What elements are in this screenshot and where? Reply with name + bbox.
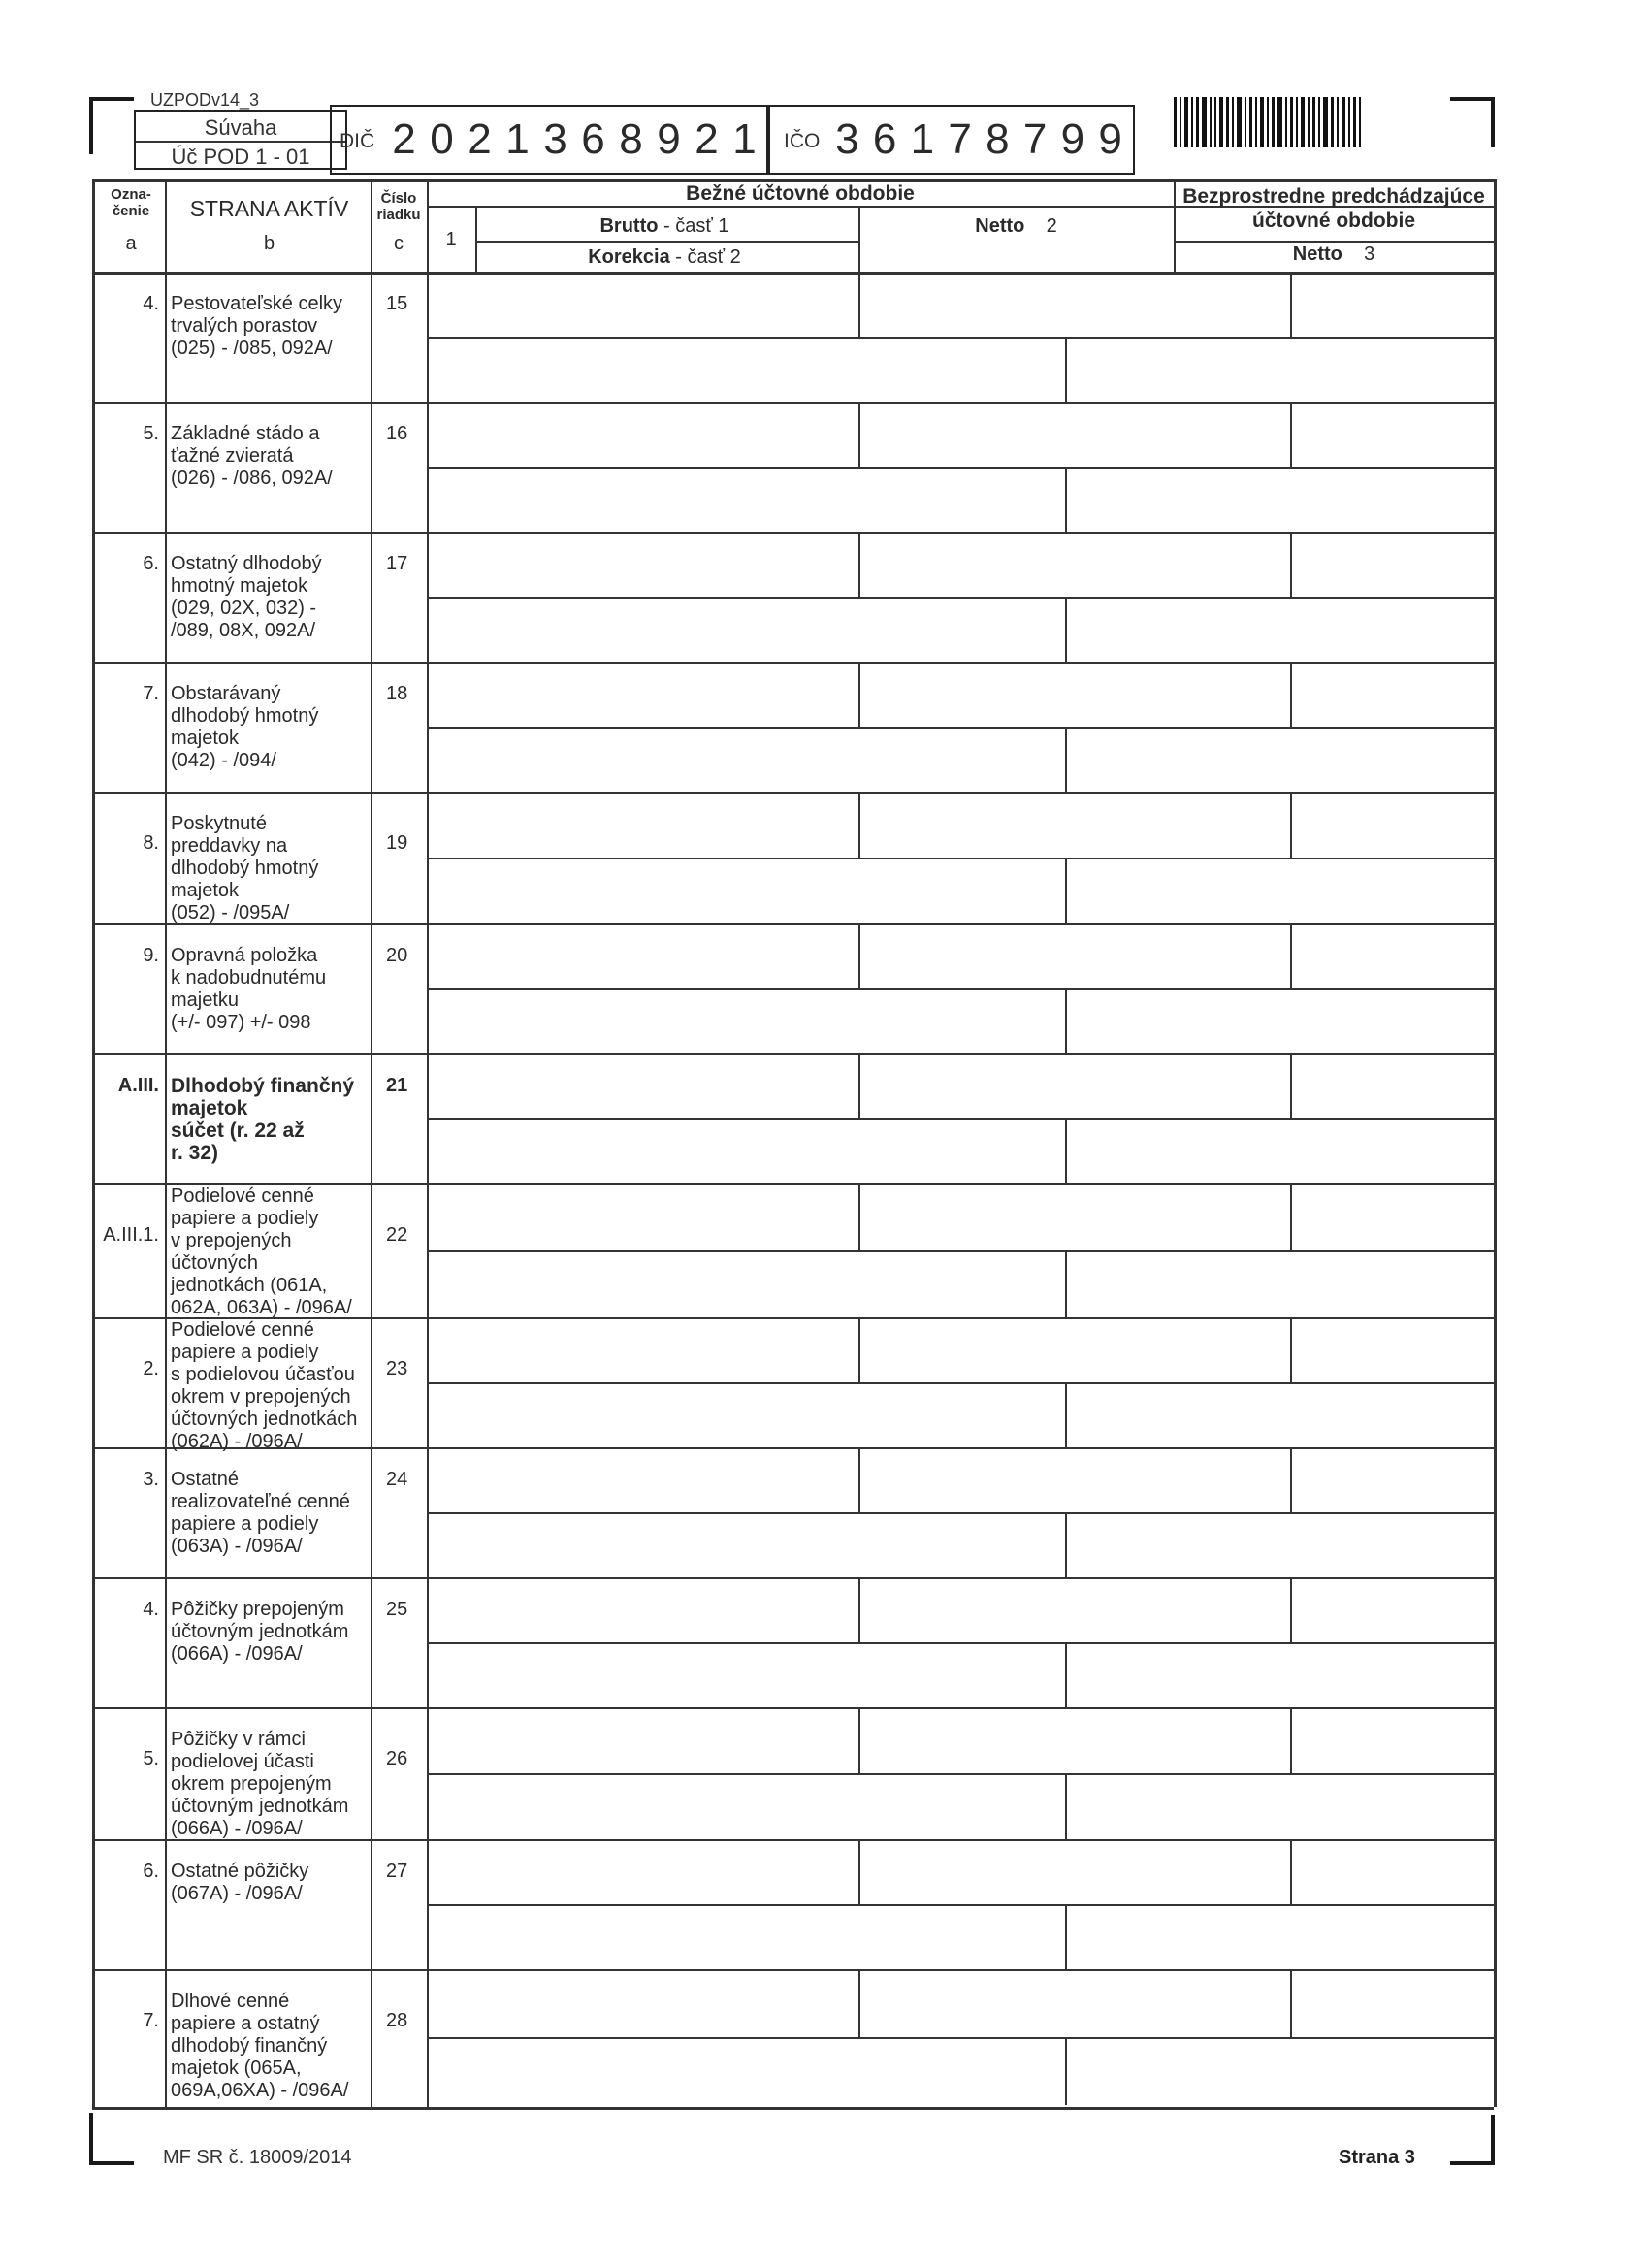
page-number: Strana 3 bbox=[1339, 2147, 1415, 2168]
barcode-bar bbox=[1285, 97, 1287, 147]
cell-divider bbox=[1065, 337, 1067, 402]
barcode-bar bbox=[1214, 97, 1216, 147]
row-label-line: podielovej účasti bbox=[171, 1751, 314, 1772]
cell-divider bbox=[858, 923, 860, 988]
table-bottom-border bbox=[92, 2107, 1494, 2110]
row-line-number: 21 bbox=[386, 1075, 408, 1096]
row-label-line: Ostatný dlhodobý bbox=[171, 553, 322, 574]
row-label-line: papiere a podiely bbox=[171, 1513, 319, 1535]
row-label-line: (063A) - /096A/ bbox=[171, 1536, 303, 1557]
barcode-bar bbox=[1232, 97, 1234, 147]
row-border bbox=[92, 532, 1494, 534]
barcode-bar bbox=[1342, 97, 1345, 147]
barcode-bar bbox=[1290, 97, 1293, 147]
corner-mark-top-right bbox=[1450, 97, 1495, 147]
cell-divider bbox=[1065, 1118, 1067, 1183]
cell-divider bbox=[1290, 532, 1292, 597]
cell-divider bbox=[1290, 1447, 1292, 1512]
brutto-word: Brutto bbox=[599, 215, 659, 237]
row-label-line: Pestovateľské celky bbox=[171, 293, 343, 314]
col-c-header-mid: riadku bbox=[376, 207, 421, 223]
barcode-bar bbox=[1245, 97, 1246, 147]
corner-mark-top-left bbox=[89, 97, 134, 154]
corner-mark-bottom-left bbox=[89, 2113, 134, 2165]
row-line-number: 28 bbox=[386, 2010, 408, 2031]
cell-divider bbox=[427, 1382, 1494, 1384]
cell-divider bbox=[427, 1904, 1494, 1906]
row-label bbox=[171, 553, 322, 642]
cell-divider bbox=[1290, 1969, 1292, 2037]
dic-box bbox=[330, 105, 768, 175]
row-border bbox=[92, 272, 1494, 274]
dic-digit: 3 bbox=[543, 115, 567, 163]
cell-divider bbox=[1290, 272, 1292, 337]
row-label-line: účtovných bbox=[171, 1252, 259, 1274]
cell-divider bbox=[858, 1053, 860, 1118]
row-mark: A.III.1. bbox=[103, 1224, 159, 1246]
column-divider bbox=[165, 179, 167, 2107]
cell-divider bbox=[858, 1707, 860, 1773]
cell-divider bbox=[427, 988, 1494, 990]
corner-mark-bottom-right bbox=[1450, 2115, 1495, 2165]
barcode-bar bbox=[1296, 97, 1298, 147]
barcode-bar bbox=[1255, 97, 1257, 147]
barcode-bar bbox=[1337, 97, 1339, 147]
row-label-line: r. 32) bbox=[171, 1142, 219, 1164]
cell-divider bbox=[1065, 467, 1067, 532]
row-label bbox=[171, 1319, 357, 1453]
row-label-line: majetok bbox=[171, 728, 240, 749]
row-border bbox=[92, 1707, 1494, 1709]
row-label-line: (067A) - /096A/ bbox=[171, 1883, 303, 1904]
row-label-line: Pôžičky prepojeným bbox=[171, 1599, 344, 1620]
row-label bbox=[171, 1075, 354, 1164]
cell-divider bbox=[858, 1183, 860, 1250]
cell-divider bbox=[858, 1317, 860, 1382]
netto-3-label bbox=[1174, 243, 1494, 266]
row-mark: 6. bbox=[143, 1861, 159, 1882]
dic-digit: 2 bbox=[695, 115, 719, 163]
row-line-number: 22 bbox=[386, 1224, 408, 1246]
row-label-line: Ostatné pôžičky bbox=[171, 1861, 309, 1882]
document-type-box bbox=[134, 110, 347, 170]
row-mark: 6. bbox=[143, 553, 159, 574]
row-label-line: v prepojených bbox=[171, 1230, 292, 1251]
table-left-border bbox=[92, 179, 95, 2107]
brutto-label bbox=[475, 215, 854, 238]
barcode-bar bbox=[1219, 97, 1223, 147]
row-label-line: preddavky na bbox=[171, 835, 288, 857]
netto-3-word: Netto bbox=[1292, 243, 1342, 265]
row-label-line: súčet (r. 22 až bbox=[171, 1119, 305, 1142]
cell-divider bbox=[1290, 1839, 1292, 1904]
row-mark: 3. bbox=[143, 1469, 159, 1490]
footer-reference: MF SR č. 18009/2014 bbox=[163, 2147, 352, 2168]
row-label bbox=[171, 423, 333, 490]
row-label-line: majetku bbox=[171, 989, 240, 1011]
barcode-bar bbox=[1184, 97, 1188, 147]
row-line-number: 26 bbox=[386, 1748, 408, 1769]
cell-divider bbox=[1065, 1382, 1067, 1447]
ico-digit: 3 bbox=[835, 115, 859, 163]
barcode-bar bbox=[1331, 97, 1334, 147]
cell-divider bbox=[427, 337, 1494, 339]
row-mark: 5. bbox=[143, 423, 159, 444]
ico-digit: 9 bbox=[1060, 115, 1085, 163]
col-b-title: STRANA AKTÍV bbox=[189, 196, 349, 221]
row-label-line: /089, 08X, 092A/ bbox=[171, 620, 316, 641]
header-divider bbox=[427, 206, 1174, 208]
prev-period-header-1: Bezprostredne predchádzajúce bbox=[1182, 185, 1485, 208]
cell-divider bbox=[858, 272, 860, 337]
ico-label: IČO bbox=[784, 130, 821, 152]
barcode-bar bbox=[1359, 97, 1361, 147]
row-border bbox=[92, 662, 1494, 664]
cell-divider bbox=[427, 1773, 1494, 1775]
row-label-line: papiere a podiely bbox=[171, 1208, 319, 1229]
form-code: UZPODv14_3 bbox=[150, 90, 260, 110]
netto-3-number: 3 bbox=[1364, 243, 1375, 265]
row-line-number: 27 bbox=[386, 1861, 408, 1882]
ico-digits bbox=[828, 107, 1129, 173]
row-label-line: realizovateľné cenné bbox=[171, 1491, 350, 1512]
row-label-line: (066A) - /096A/ bbox=[171, 1818, 303, 1839]
row-label-line: účtovným jednotkám bbox=[171, 1796, 349, 1817]
row-label-line: Obstarávaný bbox=[171, 683, 281, 704]
dic-digit: 1 bbox=[505, 115, 530, 163]
dic-digit: 2 bbox=[392, 115, 416, 163]
row-label-line: (029, 02X, 032) - bbox=[171, 598, 317, 619]
dic-digit: 8 bbox=[619, 115, 643, 163]
ico-digit: 6 bbox=[872, 115, 897, 163]
row-border bbox=[92, 792, 1494, 794]
cell-divider bbox=[1290, 402, 1292, 467]
cell-divider bbox=[1290, 1577, 1292, 1642]
barcode-bar bbox=[1196, 97, 1199, 147]
row-label-line: Podielové cenné bbox=[171, 1319, 314, 1341]
cell-divider bbox=[858, 1969, 860, 2037]
barcode-bar bbox=[1237, 97, 1242, 147]
cell-divider bbox=[1290, 923, 1292, 988]
cell-divider bbox=[427, 1250, 1494, 1252]
cell-divider bbox=[1065, 2037, 1067, 2105]
cell-divider bbox=[858, 1577, 860, 1642]
row-label bbox=[171, 1991, 348, 2102]
row-label bbox=[171, 1729, 348, 1840]
row-label-line: majetok bbox=[171, 880, 240, 901]
barcode-bar bbox=[1353, 97, 1356, 147]
barcode-bar bbox=[1191, 97, 1193, 147]
row-label-line: (026) - /086, 092A/ bbox=[171, 468, 333, 489]
row-label bbox=[171, 813, 318, 924]
col-a-header-mid: čenie bbox=[112, 203, 150, 219]
row-mark: 7. bbox=[143, 683, 159, 704]
barcode-bar bbox=[1249, 97, 1252, 147]
cell-divider bbox=[858, 792, 860, 858]
document-subcode: Úč POD 1 - 01 bbox=[136, 141, 345, 170]
dic-digits bbox=[385, 107, 763, 173]
barcode-bar bbox=[1348, 97, 1350, 147]
cell-divider bbox=[1065, 727, 1067, 792]
row-label-line: Poskytnuté bbox=[171, 813, 267, 834]
cell-divider bbox=[1065, 1773, 1067, 1839]
row-label-line: (062A) - /096A/ bbox=[171, 1431, 303, 1452]
cell-divider bbox=[858, 532, 860, 597]
barcode-bar bbox=[1323, 97, 1328, 147]
cell-divider bbox=[1290, 662, 1292, 727]
dic-label: DIČ bbox=[340, 130, 375, 152]
cell-divider bbox=[858, 1447, 860, 1512]
barcode-bar bbox=[1202, 97, 1207, 147]
cell-divider bbox=[427, 2037, 1494, 2039]
row-mark: 4. bbox=[143, 1599, 159, 1620]
barcode-bar bbox=[1180, 97, 1181, 147]
korekcia-part: - časť 2 bbox=[669, 246, 741, 268]
barcode-bar bbox=[1318, 97, 1320, 147]
cell-divider bbox=[1290, 1317, 1292, 1382]
barcode-bar bbox=[1260, 97, 1264, 147]
row-label-line: majetok (065A, bbox=[171, 2057, 302, 2079]
row-mark: 4. bbox=[143, 293, 159, 314]
korekcia-label bbox=[475, 246, 854, 269]
col-a-letter: a bbox=[125, 233, 137, 254]
row-line-number: 16 bbox=[386, 423, 408, 444]
cell-divider bbox=[427, 1118, 1494, 1120]
cell-divider bbox=[858, 662, 860, 727]
col-b-letter: b bbox=[263, 233, 275, 254]
row-label bbox=[171, 1185, 352, 1319]
brutto-part: - časť 1 bbox=[658, 215, 729, 237]
row-line-number: 19 bbox=[386, 832, 408, 854]
row-label-line: papiere a ostatný bbox=[171, 2013, 320, 2034]
row-label bbox=[171, 1469, 350, 1558]
cell-divider bbox=[858, 1839, 860, 1904]
row-label-line: dlhodobý hmotný bbox=[171, 858, 319, 879]
row-line-number: 18 bbox=[386, 683, 408, 704]
row-label-line: (066A) - /096A/ bbox=[171, 1643, 303, 1665]
col-c-letter: c bbox=[394, 233, 404, 254]
row-label bbox=[171, 1599, 348, 1666]
column-1-number: 1 bbox=[445, 229, 457, 250]
row-mark: A.III. bbox=[117, 1075, 159, 1096]
col-a-header-top: Ozna- bbox=[111, 186, 151, 203]
korekcia-word: Korekcia bbox=[588, 246, 670, 268]
row-label-line: (+/- 097) +/- 098 bbox=[171, 1012, 311, 1033]
barcode-bar bbox=[1301, 97, 1305, 147]
row-label-line: (042) - /094/ bbox=[171, 750, 276, 771]
row-label bbox=[171, 1861, 308, 1905]
row-label-line: Pôžičky v rámci bbox=[171, 1729, 306, 1750]
row-label-line: Ostatné bbox=[171, 1469, 240, 1490]
netto-2-label bbox=[858, 215, 1174, 238]
row-label-line: k nadobudnutému bbox=[171, 967, 327, 988]
row-label-line: (025) - /085, 092A/ bbox=[171, 338, 333, 359]
row-label-line: (052) - /095A/ bbox=[171, 902, 290, 923]
row-label-line: Podielové cenné bbox=[171, 1185, 314, 1207]
ico-box bbox=[768, 105, 1135, 175]
row-mark: 7. bbox=[143, 2010, 159, 2031]
ico-digit: 7 bbox=[948, 115, 972, 163]
row-mark: 5. bbox=[143, 1748, 159, 1769]
prev-period-header-2: účtovné obdobie bbox=[1252, 210, 1415, 232]
cell-divider bbox=[1290, 792, 1292, 858]
row-label-line: okrem prepojeným bbox=[171, 1773, 332, 1795]
row-mark: 9. bbox=[143, 945, 159, 966]
barcode bbox=[1174, 97, 1364, 147]
dic-digit: 2 bbox=[468, 115, 492, 163]
row-line-number: 17 bbox=[386, 553, 408, 574]
cell-divider bbox=[1065, 988, 1067, 1053]
row-label-line: papiere a podiely bbox=[171, 1342, 319, 1363]
row-line-number: 15 bbox=[386, 293, 408, 314]
dic-digit: 6 bbox=[581, 115, 605, 163]
cell-divider bbox=[858, 402, 860, 467]
cell-divider bbox=[427, 727, 1494, 729]
cell-divider bbox=[1065, 858, 1067, 923]
cell-divider bbox=[427, 597, 1494, 599]
cell-divider bbox=[427, 858, 1494, 859]
row-border bbox=[92, 402, 1494, 404]
barcode-bar bbox=[1210, 97, 1212, 147]
row-label-line: Dlhodobý finančný bbox=[171, 1075, 354, 1097]
row-label-line: dlhodobý finančný bbox=[171, 2035, 328, 2057]
row-mark: 2. bbox=[143, 1358, 159, 1379]
barcode-bar bbox=[1312, 97, 1315, 147]
barcode-bar bbox=[1226, 97, 1229, 147]
row-label bbox=[171, 945, 326, 1034]
cell-divider bbox=[1290, 1053, 1292, 1118]
document-name: Súvaha bbox=[204, 115, 277, 140]
row-label-line: 062A, 063A) - /096A/ bbox=[171, 1297, 352, 1318]
row-label-line: Opravná položka bbox=[171, 945, 318, 966]
row-label-line: hmotný majetok bbox=[171, 575, 308, 597]
row-label-line: s podielovou účasťou bbox=[171, 1364, 355, 1385]
column-divider bbox=[427, 179, 429, 2107]
row-label-line: 069A,06XA) - /096A/ bbox=[171, 2080, 349, 2101]
row-label-line: dlhodobý hmotný bbox=[171, 705, 319, 727]
row-label-line: ťažné zvieratá bbox=[171, 445, 294, 467]
barcode-bar bbox=[1174, 97, 1177, 147]
row-label bbox=[171, 293, 342, 360]
dic-digit: 9 bbox=[657, 115, 681, 163]
row-mark: 8. bbox=[143, 832, 159, 854]
row-line-number: 20 bbox=[386, 945, 408, 966]
netto-2-word: Netto bbox=[975, 215, 1025, 237]
header-divider bbox=[1174, 241, 1494, 243]
cell-divider bbox=[1065, 1904, 1067, 1969]
row-label-line: majetok bbox=[171, 1097, 248, 1119]
cell-divider bbox=[1290, 1183, 1292, 1250]
row-label-line: Základné stádo a bbox=[171, 423, 320, 444]
row-label-line: okrem v prepojených bbox=[171, 1386, 351, 1408]
cell-divider bbox=[427, 467, 1494, 469]
cell-divider bbox=[1065, 1512, 1067, 1577]
cell-divider bbox=[1065, 1642, 1067, 1707]
cell-divider bbox=[1065, 597, 1067, 662]
row-label-line: účtovným jednotkám bbox=[171, 1621, 349, 1642]
barcode-bar bbox=[1267, 97, 1269, 147]
barcode-bar bbox=[1308, 97, 1310, 147]
ico-digit: 8 bbox=[986, 115, 1010, 163]
netto-2-number: 2 bbox=[1046, 215, 1057, 237]
row-border bbox=[92, 1053, 1494, 1055]
dic-digit: 0 bbox=[430, 115, 454, 163]
row-line-number: 25 bbox=[386, 1599, 408, 1620]
row-border bbox=[92, 1577, 1494, 1579]
ico-digit: 1 bbox=[910, 115, 935, 163]
row-border bbox=[92, 1969, 1494, 1971]
current-period-header: Bežné účtovné obdobie bbox=[686, 182, 915, 205]
cell-divider bbox=[427, 1512, 1494, 1514]
table-right-border bbox=[1494, 179, 1497, 2107]
barcode-bar bbox=[1277, 97, 1282, 147]
dic-digit: 1 bbox=[732, 115, 757, 163]
row-line-number: 24 bbox=[386, 1469, 408, 1490]
ico-digit: 7 bbox=[1022, 115, 1048, 163]
cell-divider bbox=[1065, 1250, 1067, 1317]
column-divider bbox=[371, 179, 372, 2107]
row-label-line: jednotkách (061A, bbox=[171, 1275, 328, 1296]
ico-digit: 9 bbox=[1098, 115, 1122, 163]
row-label-line: Dlhové cenné bbox=[171, 1991, 290, 2012]
row-label-line: trvalých porastov bbox=[171, 315, 318, 337]
barcode-bar bbox=[1272, 97, 1275, 147]
cell-divider bbox=[427, 1642, 1494, 1644]
row-line-number: 23 bbox=[386, 1358, 408, 1379]
row-label-line: účtovných jednotkách bbox=[171, 1409, 358, 1430]
row-label bbox=[171, 683, 318, 772]
col-c-header-top: Číslo bbox=[380, 190, 417, 207]
cell-divider bbox=[1290, 1707, 1292, 1773]
header-divider bbox=[475, 241, 858, 243]
